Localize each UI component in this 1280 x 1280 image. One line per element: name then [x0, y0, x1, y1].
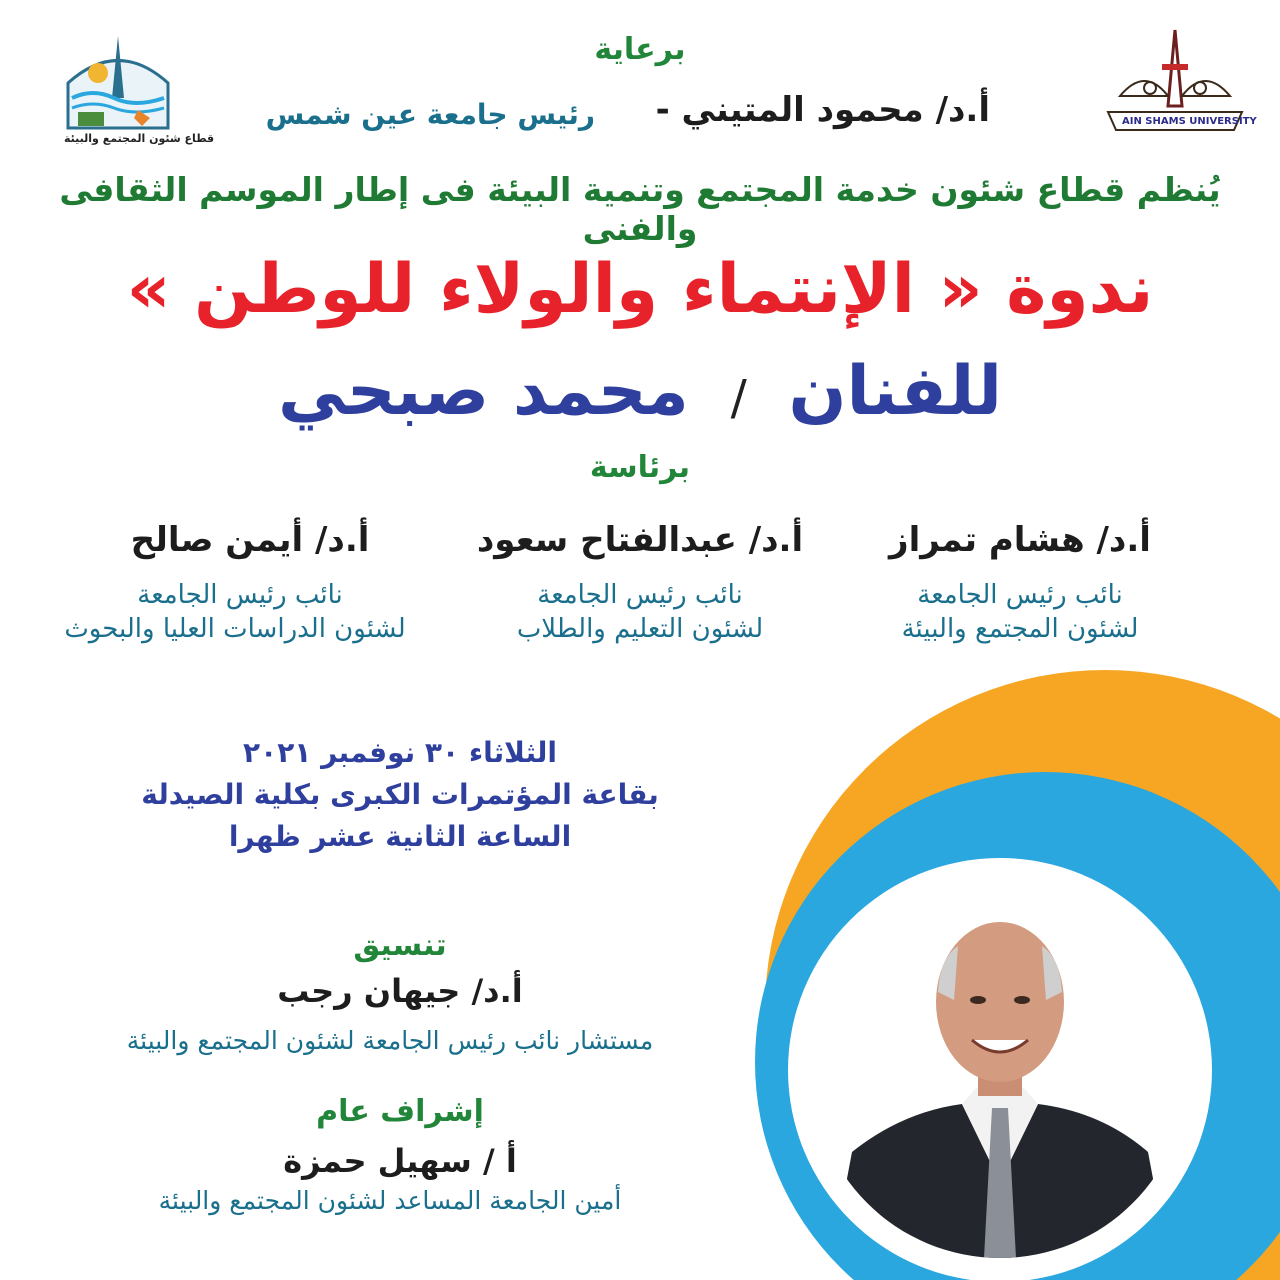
ain-shams-logo: [1100, 26, 1257, 146]
guest-name: محمد صبحي: [277, 352, 689, 431]
chair-name-3: أ.د/ أيمن صالح: [130, 520, 370, 560]
chair-role-1b: لشئون المجتمع والبيئة: [901, 614, 1139, 644]
chair-name-1: أ.د/ هشام تمراز: [889, 520, 1151, 560]
chair-role-1a: نائب رئيس الجامعة: [917, 580, 1123, 610]
supervision-role: أمين الجامعة المساعد لشئون المجتمع والبيئة: [158, 1186, 622, 1215]
event-venue: بقاعة المؤتمرات الكبرى بكلية الصيدلة: [141, 778, 659, 811]
patronage-label: برعاية: [594, 32, 686, 67]
chair-role-3a: نائب رئيس الجامعة: [137, 580, 343, 610]
supervision-name: أ / سهيل حمزة: [283, 1142, 517, 1180]
chair-label: برئاسة: [589, 450, 691, 485]
guest-prefix: للفنان: [788, 352, 1003, 431]
guest-separator: /: [730, 370, 747, 426]
event-time: الساعة الثانية عشر ظهرا: [228, 820, 572, 853]
chair-role-2b: لشئون التعليم والطلاب: [516, 614, 764, 644]
chair-role-3b: لشئون الدراسات العليا والبحوث: [64, 614, 406, 644]
guest-line: [140, 352, 1140, 438]
ain-shams-caption: AIN SHAMS UNIVERSITY: [1122, 116, 1257, 127]
community-sector-caption: قطاع شئون المجتمع والبيئة: [64, 132, 215, 145]
chair-role-2a: نائب رئيس الجامعة: [537, 580, 743, 610]
patron-name: أ.د/ محمود المتيني -: [655, 90, 990, 130]
chair-name-2: أ.د/ عبدالفتاح سعود: [476, 520, 804, 560]
supervision-label: إشراف عام: [316, 1094, 484, 1129]
coordination-role: مستشار نائب رئيس الجامعة لشئون المجتمع والبيئة: [126, 1026, 654, 1055]
community-sector-logo: [58, 28, 215, 148]
patron-role: رئيس جامعة عين شمس: [265, 98, 595, 131]
coordination-name: أ.د/ جيهان رجب: [277, 972, 523, 1010]
organizer-line: يُنظم قطاع شئون خدمة المجتمع وتنمية البيئة فى إطار الموسم الثقافى والفنى: [59, 170, 1221, 248]
face-shape: [936, 922, 1064, 1082]
guest-photo: [812, 882, 1188, 1258]
coordination-label: تنسيق: [353, 928, 447, 963]
event-date: الثلاثاء ٣٠ نوفمبر ٢٠٢١: [243, 736, 557, 769]
event-title: ندوة « الإنتماء والولاء للوطن »: [126, 250, 1154, 329]
